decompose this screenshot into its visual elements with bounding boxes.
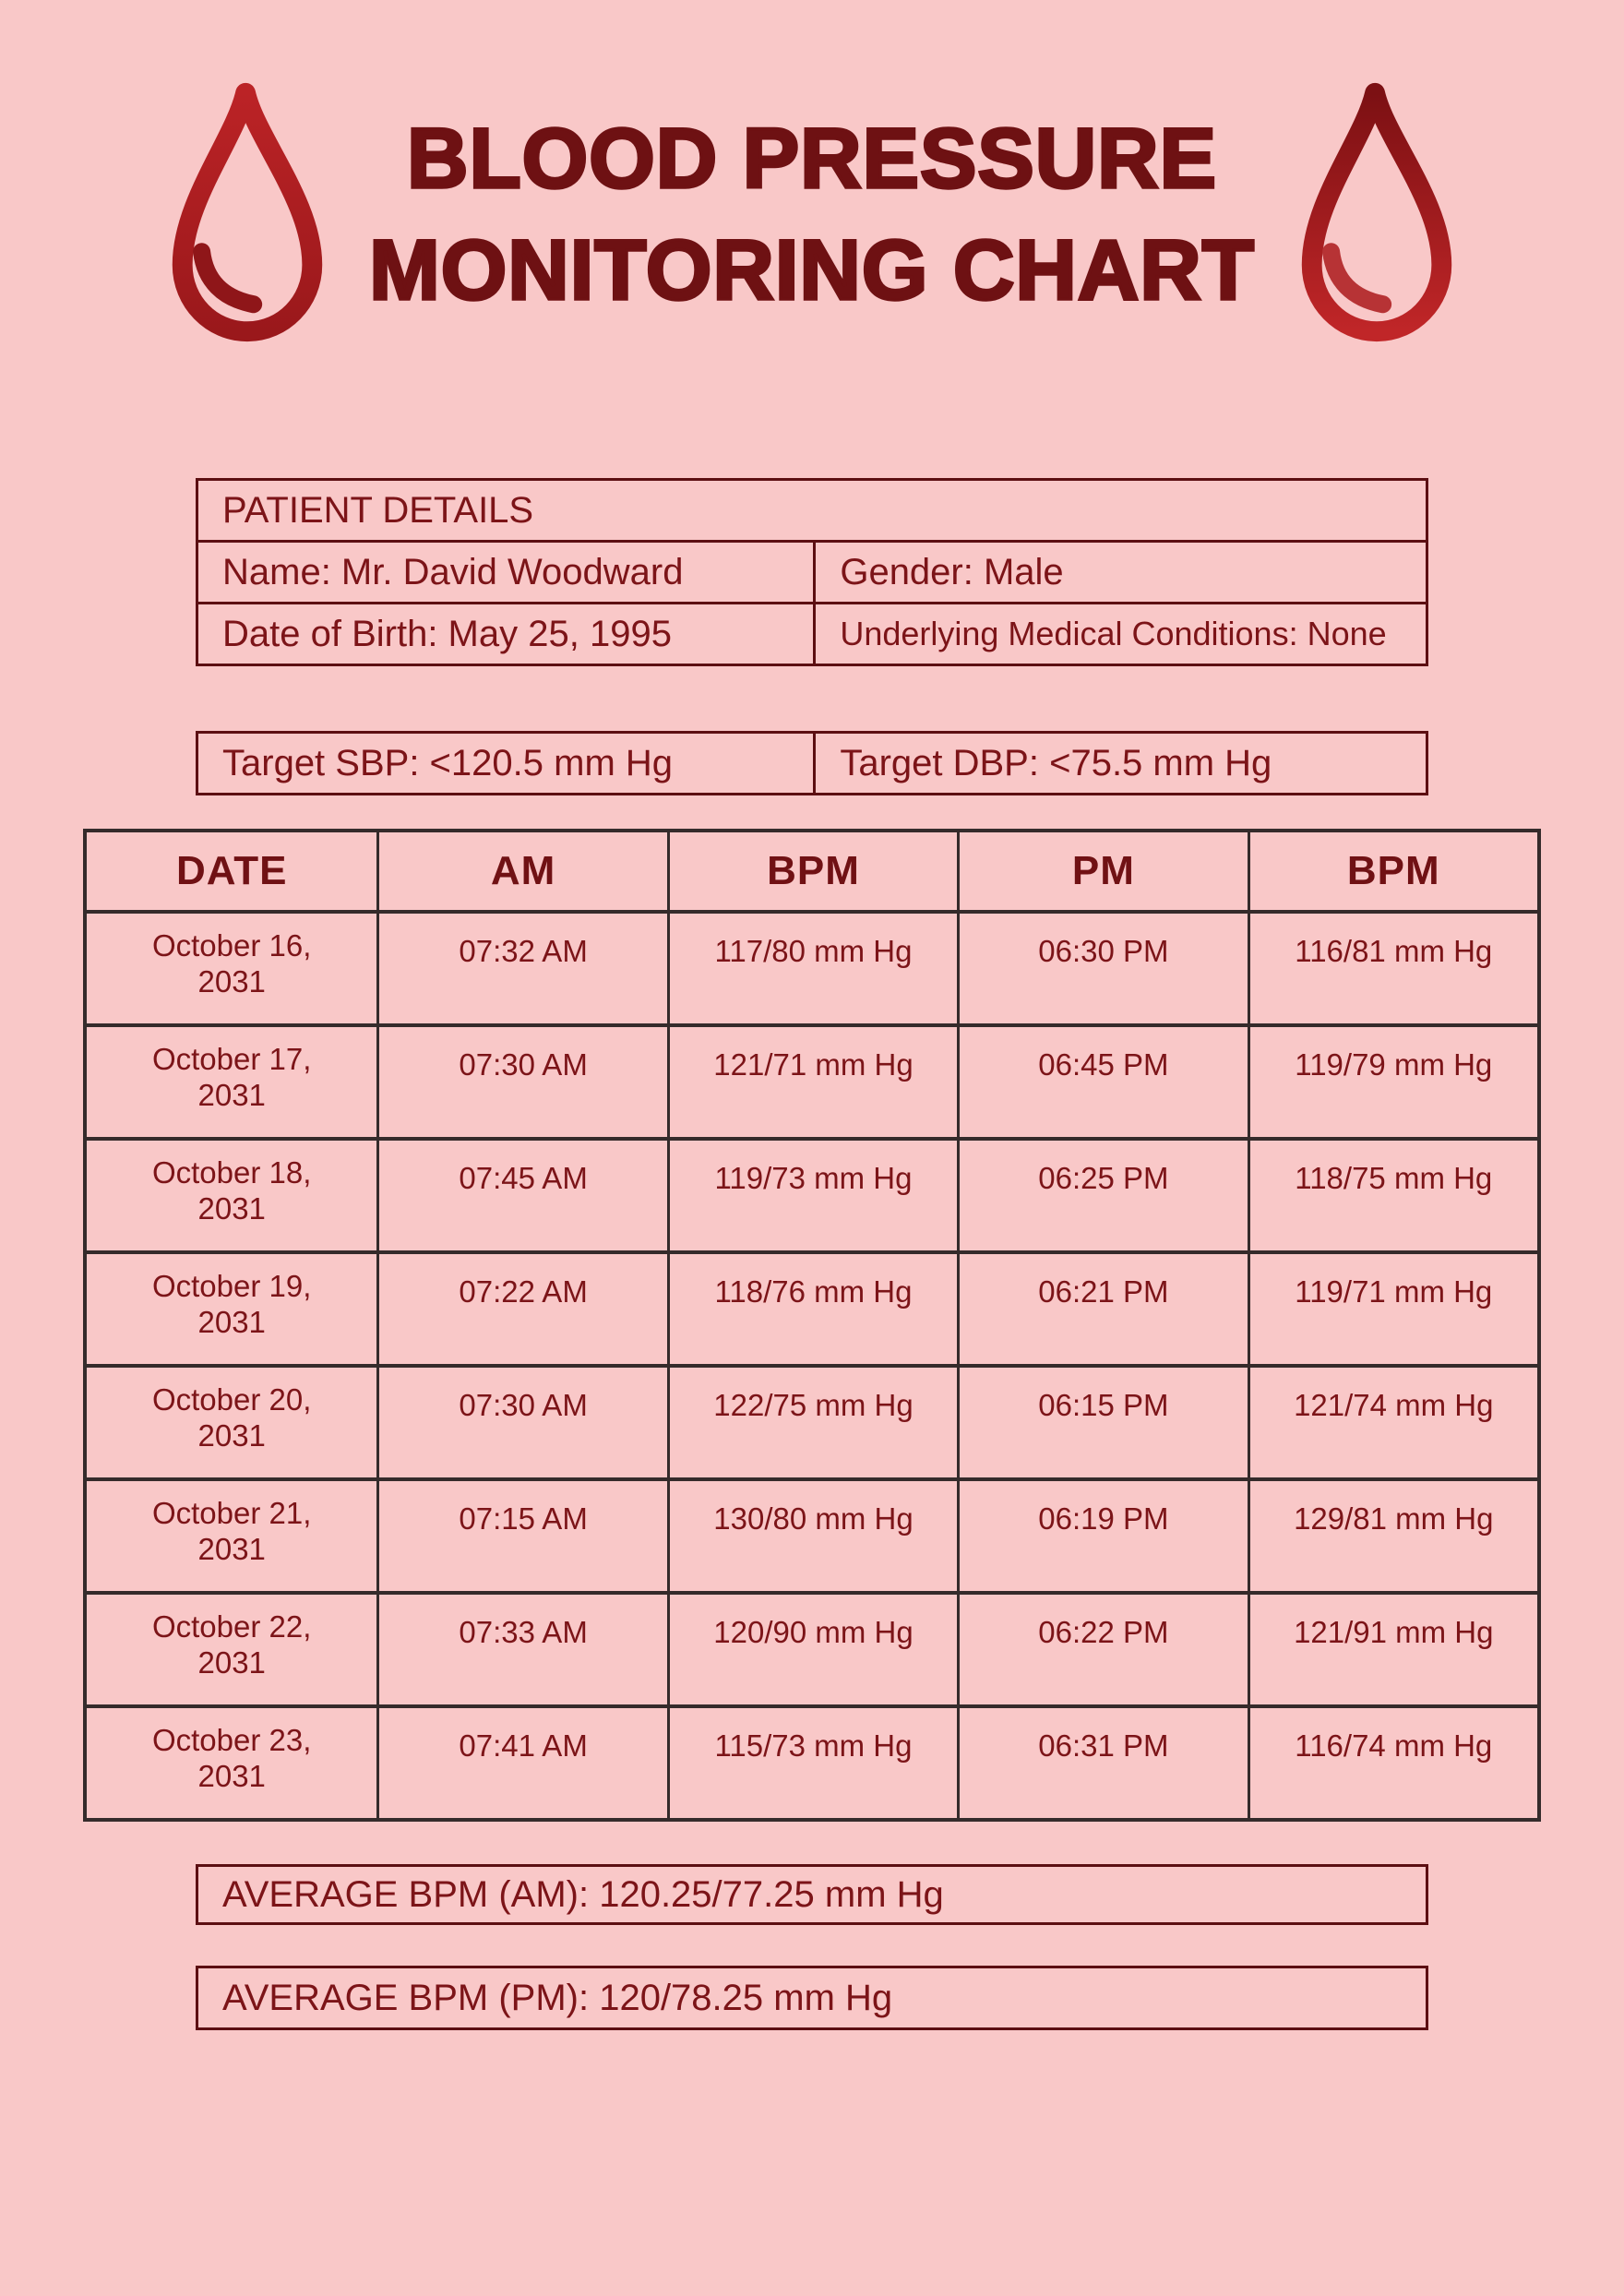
- header-pm: PM: [957, 832, 1247, 910]
- target-row: [198, 734, 1426, 793]
- am-time-cell: 07:32 AM: [376, 914, 666, 1023]
- date-cell: October 22, 2031: [151, 1609, 312, 1680]
- table-row: [87, 1704, 1537, 1818]
- am-time-cell: 07:22 AM: [376, 1254, 666, 1364]
- patient-name: Name: Mr. David Woodward: [222, 551, 684, 592]
- pm-time-cell: 06:19 PM: [957, 1481, 1247, 1591]
- am-bpm-cell: 121/71 mm Hg: [667, 1027, 957, 1137]
- table-row: [87, 910, 1537, 1023]
- patient-dob: Date of Birth: May 25, 1995: [222, 613, 672, 654]
- header-am: AM: [376, 832, 666, 910]
- table-header-row: [87, 832, 1537, 910]
- pm-bpm-cell: 119/79 mm Hg: [1248, 1027, 1537, 1137]
- table-row: [87, 1591, 1537, 1704]
- date-cell: October 23, 2031: [151, 1723, 312, 1793]
- table-row: [87, 1250, 1537, 1364]
- pm-time-cell: 06:21 PM: [957, 1254, 1247, 1364]
- am-time-cell: 07:30 AM: [376, 1368, 666, 1477]
- average-bpm-pm-box: [196, 1966, 1428, 2030]
- pm-bpm-cell: 129/81 mm Hg: [1248, 1481, 1537, 1591]
- pm-time-cell: 06:30 PM: [957, 914, 1247, 1023]
- pm-time-cell: 06:15 PM: [957, 1368, 1247, 1477]
- target-dbp: Target DBP: <75.5 mm Hg: [813, 734, 1426, 793]
- table-row: [87, 1364, 1537, 1477]
- table-row: [87, 1023, 1537, 1137]
- page-title-line1: BLOOD PRESSURE: [407, 112, 1217, 206]
- table-row: [87, 1137, 1537, 1250]
- pm-bpm-cell: 121/74 mm Hg: [1248, 1368, 1537, 1477]
- readings-table: [83, 829, 1541, 1822]
- date-cell: October 19, 2031: [151, 1269, 312, 1339]
- patient-conditions: Underlying Medical Conditions: None: [813, 604, 1426, 664]
- am-bpm-cell: 130/80 mm Hg: [667, 1481, 957, 1591]
- date-cell: October 16, 2031: [151, 928, 312, 999]
- am-bpm-cell: 119/73 mm Hg: [667, 1141, 957, 1250]
- am-bpm-cell: 115/73 mm Hg: [667, 1708, 957, 1818]
- pm-bpm-cell: 118/75 mm Hg: [1248, 1141, 1537, 1250]
- am-time-cell: 07:30 AM: [376, 1027, 666, 1137]
- header-date: DATE: [175, 848, 288, 893]
- date-cell: October 21, 2031: [151, 1496, 312, 1566]
- am-bpm-cell: 120/90 mm Hg: [667, 1595, 957, 1704]
- pm-bpm-cell: 119/71 mm Hg: [1248, 1254, 1537, 1364]
- patient-details-box: [196, 478, 1428, 666]
- average-bpm-am-box: [196, 1864, 1428, 1925]
- patient-gender: Gender: Male: [813, 543, 1426, 602]
- pm-time-cell: 06:31 PM: [957, 1708, 1247, 1818]
- am-time-cell: 07:15 AM: [376, 1481, 666, 1591]
- am-bpm-cell: 117/80 mm Hg: [667, 914, 957, 1023]
- page-title: [0, 103, 1624, 328]
- page-title-line2: MONITORING CHART: [369, 223, 1255, 318]
- pm-time-cell: 06:22 PM: [957, 1595, 1247, 1704]
- target-sbp: Target SBP: <120.5 mm Hg: [222, 742, 674, 783]
- date-cell: October 20, 2031: [151, 1382, 312, 1453]
- header-bpm-am: BPM: [667, 832, 957, 910]
- pm-time-cell: 06:45 PM: [957, 1027, 1247, 1137]
- target-box: [196, 731, 1428, 795]
- pm-time-cell: 06:25 PM: [957, 1141, 1247, 1250]
- pm-bpm-cell: 121/91 mm Hg: [1248, 1595, 1537, 1704]
- date-cell: October 17, 2031: [151, 1042, 312, 1112]
- pm-bpm-cell: 116/74 mm Hg: [1248, 1708, 1537, 1818]
- average-bpm-am-text: AVERAGE BPM (AM): 120.25/77.25 mm Hg: [222, 1873, 944, 1915]
- patient-details-header-row: [198, 481, 1426, 540]
- average-bpm-pm-text: AVERAGE BPM (PM): 120/78.25 mm Hg: [222, 1977, 893, 2018]
- header-bpm-pm: BPM: [1248, 832, 1537, 910]
- patient-row-2: [198, 602, 1426, 664]
- am-time-cell: 07:45 AM: [376, 1141, 666, 1250]
- am-time-cell: 07:41 AM: [376, 1708, 666, 1818]
- am-bpm-cell: 118/76 mm Hg: [667, 1254, 957, 1364]
- patient-details-title: PATIENT DETAILS: [222, 489, 534, 531]
- table-row: [87, 1477, 1537, 1591]
- patient-row-1: [198, 540, 1426, 602]
- am-bpm-cell: 122/75 mm Hg: [667, 1368, 957, 1477]
- am-time-cell: 07:33 AM: [376, 1595, 666, 1704]
- date-cell: October 18, 2031: [151, 1155, 312, 1226]
- pm-bpm-cell: 116/81 mm Hg: [1248, 914, 1537, 1023]
